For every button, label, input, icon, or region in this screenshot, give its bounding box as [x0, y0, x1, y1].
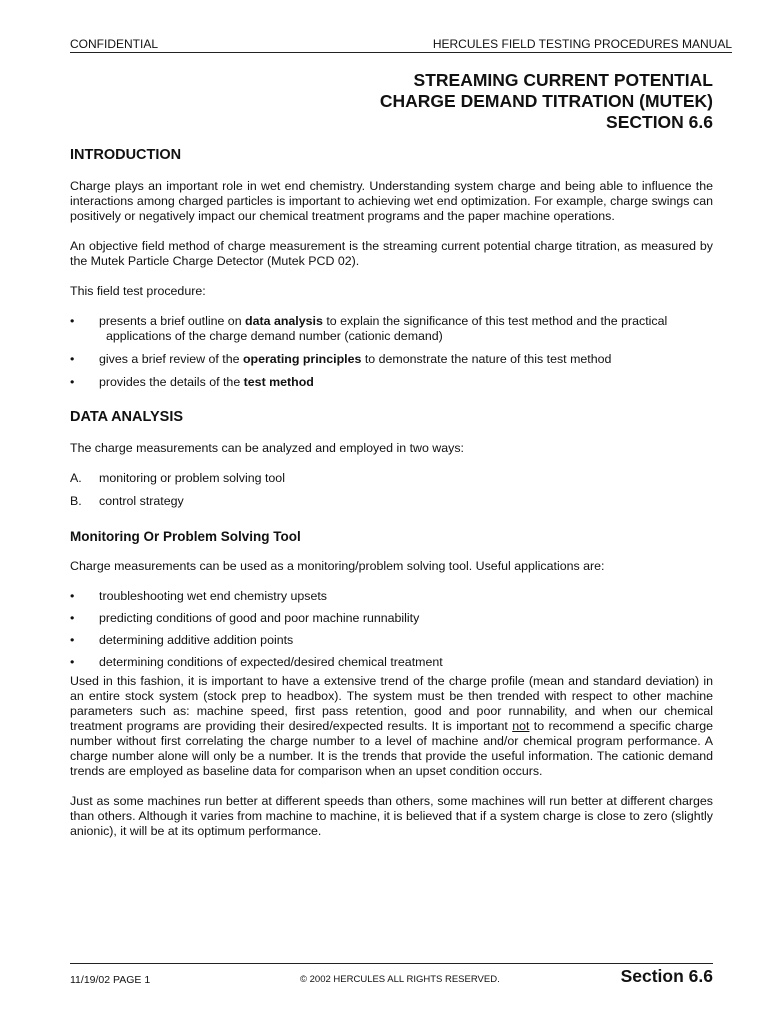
- document-title: [380, 70, 713, 133]
- bullet-text-post: to explain the significance of this test method and the practical: [322, 314, 668, 328]
- bullet-mark: •: [70, 611, 75, 625]
- monitoring-paragraph-3: Just as some machines run better at different speeds than others, some machines will run better at different charges than others. Although it varies from machine to machine, it is believed that if a system charge is close to zero (slightly anionic), it will be at its optimum performance.: [70, 794, 713, 838]
- list-item: [70, 589, 713, 604]
- list-item: [70, 494, 713, 509]
- analysis-ways-list: [70, 471, 713, 509]
- monitoring-applications-list: [70, 589, 713, 670]
- bullet-text-pre: presents a brief outline on: [99, 314, 246, 328]
- list-item-text: troubleshooting wet end chemistry upsets: [99, 589, 327, 603]
- list-item-text: predicting conditions of good and poor machine runnability: [99, 611, 420, 625]
- footer-section-label: Section 6.6: [620, 966, 713, 986]
- monitoring-paragraph-2: [70, 674, 713, 779]
- paragraph-text-post: to recommend a specific charge number without first correlating the charge number to a level of machine and/or chemical program performance. A charge number alone will only be a number. It is the trends that provide the useful information. The cationic demand trends are employed as baseline data for comparison when an upset condition occurs.: [70, 719, 714, 778]
- footer-copyright: © 2002 HERCULES ALL RIGHTS RESERVED.: [300, 974, 500, 985]
- footer-rule: [70, 963, 713, 964]
- list-letter-a: A.: [70, 471, 82, 485]
- list-item: [70, 633, 713, 648]
- bullet-continuation: applications of the charge demand number (cationic demand): [106, 329, 443, 343]
- bullet-bold-operating-principles: operating principles: [242, 352, 362, 366]
- bullet-text-pre: provides the details of the: [99, 375, 244, 389]
- list-item: [70, 655, 713, 670]
- list-item: [70, 375, 713, 390]
- bullet-bold-data-analysis: data analysis: [245, 314, 323, 328]
- emphasis-not: not: [512, 719, 530, 733]
- bullet-mark: •: [70, 655, 75, 669]
- footer-date-page: 11/19/02 PAGE 1: [70, 974, 151, 986]
- bullet-text-pre: gives a brief review of the: [99, 352, 243, 366]
- list-item-text: control strategy: [99, 494, 184, 508]
- title-line-3: SECTION 6.6: [606, 112, 713, 132]
- list-item: [70, 352, 713, 367]
- list-letter-b: B.: [70, 494, 82, 508]
- header-confidential: CONFIDENTIAL: [70, 37, 159, 51]
- bullet-mark: •: [70, 589, 75, 603]
- paragraph-text-pre: Used in this fashion, it is important to have a extensive trend of the charge profile (mean and standard deviation) in an entire stock system (stock prep to headbox). The system must be then trended with respect to other machine parameters such as: machine speed, first pass retention, good and poor runnability, and when our chemical treatment programs are providing their desired/expected results. It is important: [70, 674, 713, 733]
- list-item-text: determining additive addition points: [99, 633, 294, 647]
- list-item: [70, 611, 713, 626]
- header-manual-title: HERCULES FIELD TESTING PROCEDURES MANUAL: [432, 37, 732, 51]
- intro-paragraph-2: An objective field method of charge measurement is the streaming current potential charge titration, as measured by the Mutek Particle Charge Detector (Mutek PCD 02).: [70, 239, 713, 268]
- data-analysis-heading: DATA ANALYSIS: [70, 409, 184, 425]
- bullet-text-post: to demonstrate the nature of this test method: [361, 352, 612, 366]
- bullet-mark: •: [70, 314, 75, 328]
- monitoring-paragraph-1: Charge measurements can be used as a monitoring/problem solving tool. Useful applications are:: [70, 559, 605, 573]
- introduction-heading: INTRODUCTION: [70, 147, 182, 163]
- bullet-bold-test-method: test method: [243, 375, 314, 389]
- monitoring-heading: Monitoring Or Problem Solving Tool: [70, 529, 301, 544]
- intro-paragraph-3: This field test procedure:: [70, 284, 206, 298]
- list-item-text: monitoring or problem solving tool: [99, 471, 285, 485]
- data-analysis-paragraph: The charge measurements can be analyzed and employed in two ways:: [70, 441, 464, 455]
- bullet-mark: •: [70, 633, 75, 647]
- title-line-1: STREAMING CURRENT POTENTIAL: [413, 70, 713, 90]
- list-item: [70, 314, 713, 344]
- intro-paragraph-1: Charge plays an important role in wet end chemistry. Understanding system charge and being able to influence the interactions among charged particles is important to achieving wet end optimization. For example, charge swings can positively or negatively impact our chemical treatment programs and the paper machine operations.: [70, 179, 713, 223]
- main-content: [70, 148, 713, 854]
- intro-bullet-list: [70, 314, 713, 390]
- title-line-2: CHARGE DEMAND TITRATION (MUTEK): [379, 91, 713, 111]
- bullet-mark: •: [70, 375, 75, 389]
- header-rule: [70, 52, 732, 53]
- list-item: [70, 471, 713, 486]
- list-item-text: determining conditions of expected/desired chemical treatment: [99, 655, 443, 669]
- bullet-mark: •: [70, 352, 75, 366]
